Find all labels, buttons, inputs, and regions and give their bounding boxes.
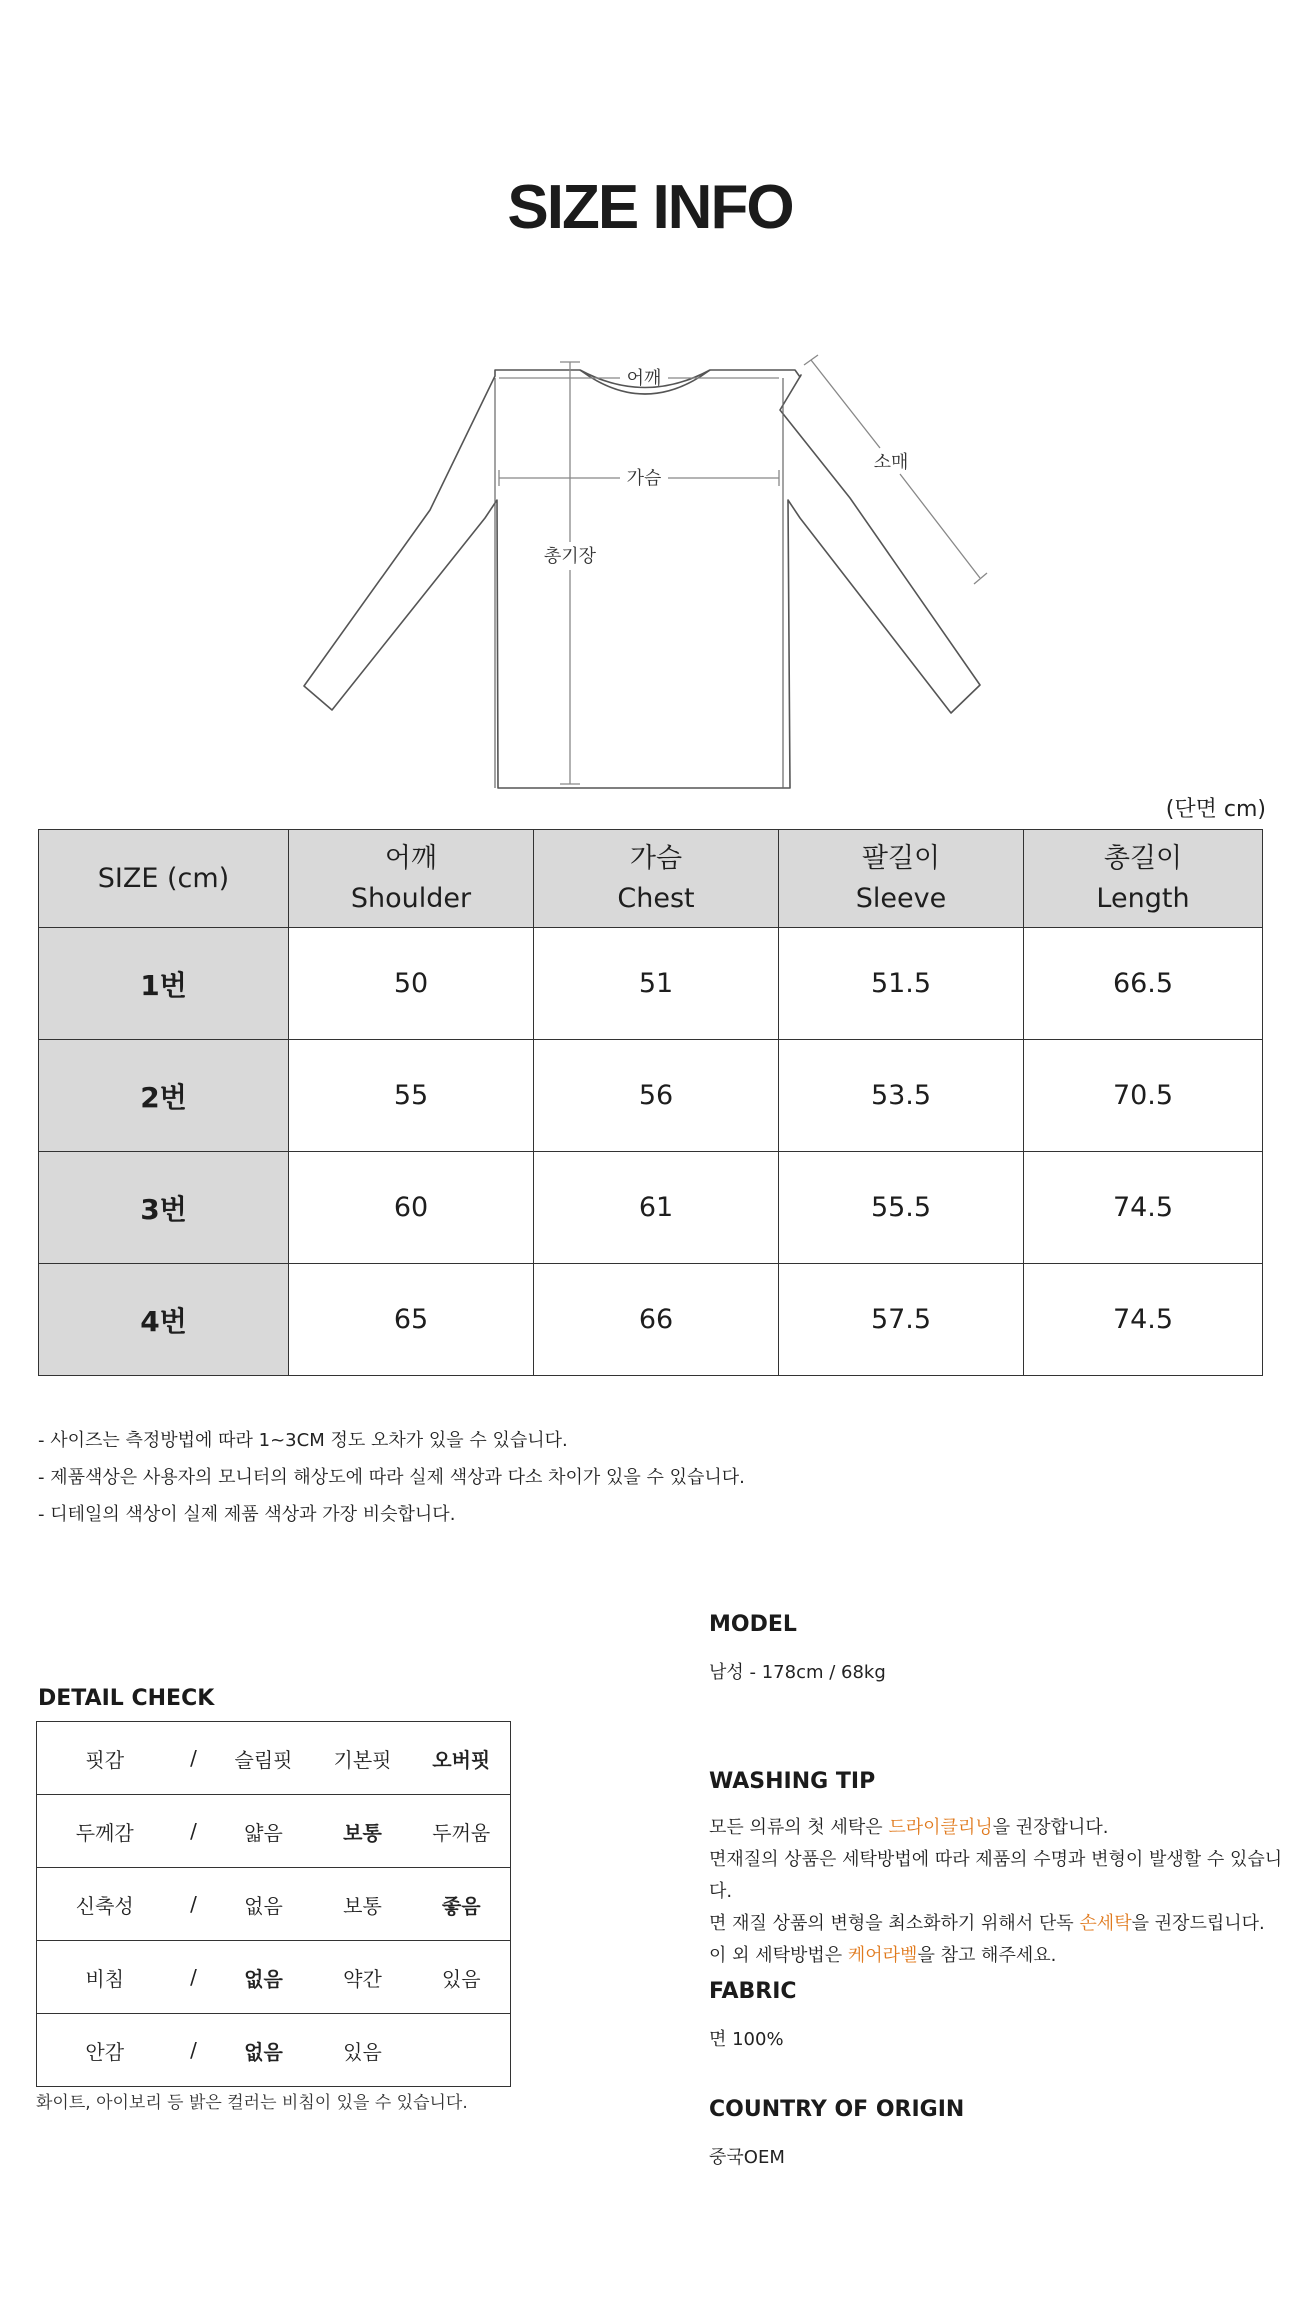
detail-option: 좋음 — [413, 1868, 511, 1941]
table-cell: 50 — [289, 928, 534, 1040]
table-cell: 61 — [534, 1152, 779, 1264]
table-cell: 55.5 — [779, 1152, 1024, 1264]
diagram-label-length: 총기장 — [543, 546, 597, 567]
note-line: - 제품색상은 사용자의 모니터의 해상도에 따라 실제 색상과 다소 차이가 있을 수 있습니다. — [38, 1467, 745, 1488]
origin-title: COUNTRY OF ORIGIN — [709, 2097, 965, 2122]
detail-label: 비침 — [37, 1941, 173, 2014]
detail-option: 없음 — [215, 2014, 313, 2087]
detail-option: 없음 — [215, 1941, 313, 2014]
detail-label: 두께감 — [37, 1795, 173, 1868]
unit-note: (단면 cm) — [1165, 797, 1266, 822]
detail-label: 핏감 — [37, 1722, 173, 1795]
size-table-header — [39, 830, 1263, 928]
row-size: 4번 — [39, 1264, 289, 1376]
model-section — [709, 1612, 1289, 1689]
model-title: MODEL — [709, 1612, 797, 1637]
table-cell: 70.5 — [1024, 1040, 1263, 1152]
detail-option: 오버핏 — [413, 1722, 511, 1795]
detail-option — [413, 2014, 511, 2087]
note-line: - 디테일의 색상이 실제 제품 색상과 가장 비슷합니다. — [38, 1504, 456, 1525]
detail-option: 보통 — [313, 1795, 413, 1868]
origin-section — [709, 2097, 1289, 2174]
page-title: SIZE INFO — [507, 173, 793, 242]
detail-option: 없음 — [215, 1868, 313, 1941]
table-cell: 53.5 — [779, 1040, 1024, 1152]
detail-label: 신축성 — [37, 1868, 173, 1941]
table-cell: 66 — [534, 1264, 779, 1376]
table-cell: 56 — [534, 1040, 779, 1152]
note-line: - 사이즈는 측정방법에 따라 1~3CM 정도 오차가 있을 수 있습니다. — [38, 1430, 568, 1451]
table-cell: 65 — [289, 1264, 534, 1376]
origin-text: 중국OEM — [709, 2147, 785, 2168]
table-row — [39, 1040, 1263, 1152]
table-cell: 51 — [534, 928, 779, 1040]
header-chest: 가슴 Chest — [534, 830, 779, 928]
detail-option: 슬림핏 — [215, 1722, 313, 1795]
detail-separator: / — [173, 1941, 215, 2014]
row-size: 2번 — [39, 1040, 289, 1152]
detail-check-note: 화이트, 아이보리 등 밝은 컬러는 비침이 있을 수 있습니다. — [36, 2093, 468, 2113]
header-sleeve: 팔길이 Sleeve — [779, 830, 1024, 928]
detail-label: 안감 — [37, 2014, 173, 2087]
washing-line: 면 재질 상품의 변형을 최소화하기 위해서 단독 손세탁을 권장드립니다. — [709, 1913, 1265, 1934]
table-cell: 57.5 — [779, 1264, 1024, 1376]
row-size: 1번 — [39, 928, 289, 1040]
table-cell: 74.5 — [1024, 1264, 1263, 1376]
detail-separator: / — [173, 1795, 215, 1868]
row-size: 3번 — [39, 1152, 289, 1264]
table-row — [39, 928, 1263, 1040]
header-shoulder: 어깨 Shoulder — [289, 830, 534, 928]
size-table — [38, 829, 1263, 1376]
fabric-section — [709, 1979, 1289, 2056]
table-cell: 55 — [289, 1040, 534, 1152]
detail-option: 있음 — [313, 2014, 413, 2087]
model-text: 남성 - 178cm / 68kg — [709, 1662, 886, 1683]
table-cell: 51.5 — [779, 928, 1024, 1040]
diagram-label-sleeve: 소매 — [873, 452, 909, 473]
detail-check-title: DETAIL CHECK — [38, 1686, 215, 1711]
washing-line: 이 외 세탁방법은 케어라벨을 참고 해주세요. — [709, 1945, 1057, 1966]
table-cell: 74.5 — [1024, 1152, 1263, 1264]
detail-row — [37, 1722, 511, 1795]
diagram-label-shoulder: 어깨 — [626, 368, 662, 389]
header-length: 총길이 Length — [1024, 830, 1263, 928]
table-cell: 66.5 — [1024, 928, 1263, 1040]
header-size: SIZE (cm) — [39, 830, 289, 928]
table-row — [39, 1264, 1263, 1376]
table-cell: 60 — [289, 1152, 534, 1264]
detail-check-table — [36, 1721, 511, 2087]
washing-section — [709, 1769, 1289, 1972]
detail-row — [37, 2014, 511, 2087]
detail-separator: / — [173, 1722, 215, 1795]
detail-row — [37, 1941, 511, 2014]
washing-line: 모든 의류의 첫 세탁은 드라이클리닝을 권장합니다. — [709, 1817, 1109, 1838]
detail-option: 보통 — [313, 1868, 413, 1941]
detail-separator: / — [173, 1868, 215, 1941]
fabric-title: FABRIC — [709, 1979, 797, 2004]
detail-option: 두꺼움 — [413, 1795, 511, 1868]
detail-option: 약간 — [313, 1941, 413, 2014]
washing-title: WASHING TIP — [709, 1769, 876, 1794]
detail-option: 기본핏 — [313, 1722, 413, 1795]
table-row — [39, 1152, 1263, 1264]
size-notes — [38, 1422, 745, 1533]
fabric-text: 면 100% — [709, 2029, 784, 2050]
detail-separator: / — [173, 2014, 215, 2087]
garment-diagram — [290, 320, 1010, 790]
detail-row — [37, 1868, 511, 1941]
detail-row — [37, 1795, 511, 1868]
detail-option: 있음 — [413, 1941, 511, 2014]
detail-option: 얇음 — [215, 1795, 313, 1868]
washing-line: 면재질의 상품은 세탁방법에 따라 제품의 수명과 변형이 발생할 수 있습니다. — [709, 1849, 1283, 1902]
diagram-label-chest: 가슴 — [626, 468, 662, 489]
